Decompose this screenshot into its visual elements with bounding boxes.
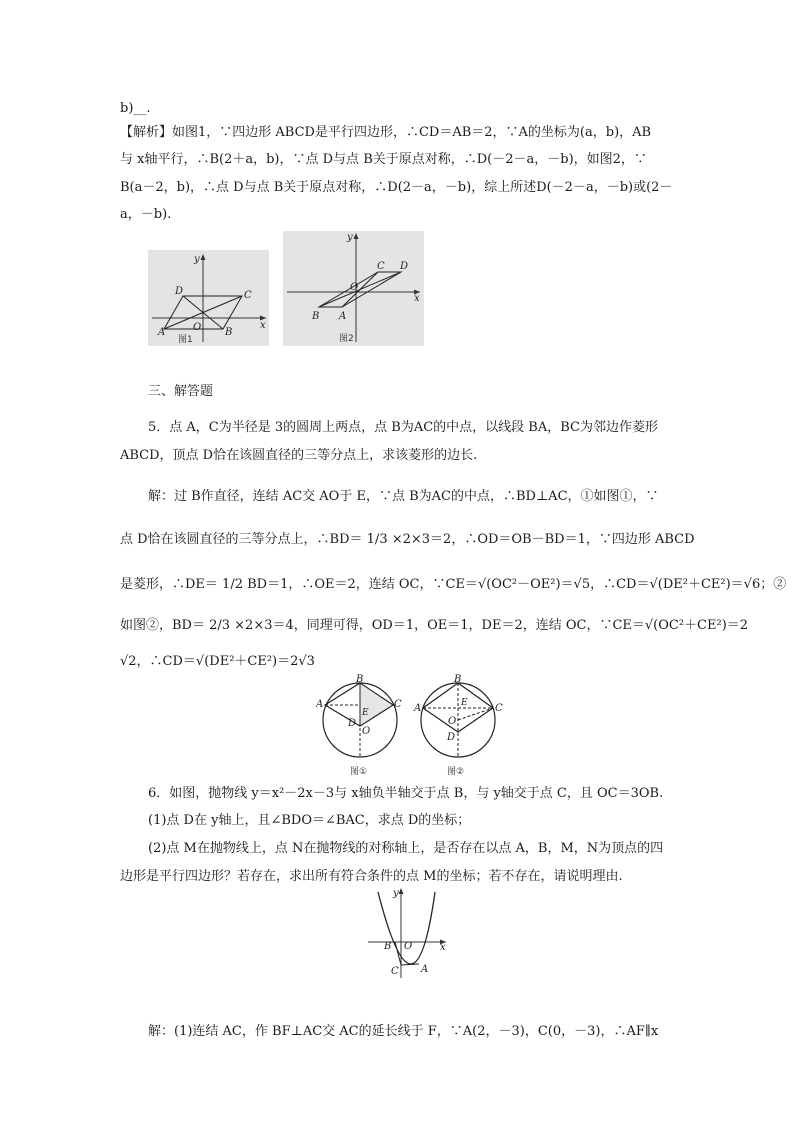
fig2-label-x: x <box>414 293 420 304</box>
text-line-10: 点 D恰在该圆直径的三等分点上，∴BD＝ 1/3 ×2×3＝2，∴OD＝OB－BD＝1，∵四边形 ABCD <box>120 532 695 547</box>
text-line-8: ABCD，顶点 D恰在该圆直径的三等分点上，求该菱形的边长. <box>120 448 478 463</box>
circ1-label-o: O <box>362 726 371 737</box>
text-line-13: √2，∴CD＝√(DE²＋CE²)＝2√3 <box>120 654 315 669</box>
parab-label-x: x <box>440 942 446 953</box>
text-line-15: (1)点 D在 y轴上，且∠BDO＝∠BAC，求点 D的坐标； <box>148 813 471 828</box>
text-line-7: 5．点 A，C为半径是 3的圆周上两点，点 B为AC的中点，以线段 BA，BC为邻边作菱形 <box>148 420 658 435</box>
text-line-14: 6．如图，抛物线 y＝x²－2x－3与 x轴负半轴交于点 B，与 y轴交于点 C，且 OC＝3OB. <box>148 786 664 801</box>
text-line-5: a，－b). <box>120 207 172 222</box>
fig2-caption: 图2 <box>339 334 354 344</box>
parab-label-a: A <box>421 964 429 975</box>
parab-label-b: B <box>384 941 392 952</box>
text-line-4: B(a－2，b)，∴点 D与点 B关于原点对称，∴D(2－a，－b)，综上所述D(－2－a，－b)或(2－ <box>120 180 673 195</box>
fig2-label-c: C <box>377 261 385 272</box>
text-line-17: 边形是平行四边形？若存在，求出所有符合条件的点 M的坐标；若不存在，请说明理由. <box>120 869 623 884</box>
text-line-16: (2)点 M在抛物线上，点 N在抛物线的对称轴上，是否存在以点 A，B，M，N为顶点的四 <box>148 841 664 856</box>
fig1-label-o: O <box>193 322 202 333</box>
circ1-label-e: E <box>362 708 369 718</box>
circ1-label-d: D <box>348 718 357 729</box>
fig1-label-d: D <box>175 286 184 297</box>
text-line-9: 解：过 B作直径，连结 AC交 AO于 E，∵点 B为AC的中点，∴BD⊥AC，①如图①，∵ <box>148 489 659 504</box>
text-line-2: 【解析】如图1，∵四边形 ABCD是平行四边形，∴CD＝AB＝2，∵A的坐标为(a，b)，AB <box>120 125 652 140</box>
circ2-label-e: E <box>461 698 468 708</box>
fig2-label-y: y <box>347 232 353 243</box>
parab-label-y: y <box>393 888 399 899</box>
circle-figure-2 <box>413 674 505 778</box>
circ2-label-b: B <box>454 674 462 685</box>
fig1-label-y: y <box>194 254 200 265</box>
section-title: 三、解答题 <box>148 384 214 399</box>
circ1-label-c: C <box>394 699 402 710</box>
circ1-caption: 图① <box>350 767 368 777</box>
figure-1 <box>148 250 269 346</box>
fig2-label-b: B <box>312 311 320 322</box>
fig1-caption: 图1 <box>178 335 193 345</box>
figure-2 <box>283 231 424 346</box>
fig1-label-b: B <box>225 327 233 338</box>
text-line-1: b)__. <box>120 101 151 116</box>
circ1-label-b: B <box>356 674 364 685</box>
circ2-label-c: C <box>495 703 503 714</box>
text-line-12: 如图②，BD＝ 2/3 ×2×3＝4，同理可得，OD＝1，OE＝1，DE＝2，连结 OC，∵CE＝√(OC²＋CE²)＝2 <box>120 618 749 633</box>
fig1-label-c: C <box>244 290 252 301</box>
fig1-label-a: A <box>158 327 166 338</box>
circ2-label-a: A <box>414 703 422 714</box>
circ2-caption: 图② <box>447 767 465 777</box>
fig2-label-o: O <box>350 282 359 293</box>
parab-label-c: C <box>391 966 399 977</box>
parabola-figure <box>366 886 450 980</box>
circ2-label-d: D <box>447 732 456 743</box>
fig2-label-a: A <box>339 311 347 322</box>
circ1-label-a: A <box>316 699 324 710</box>
circle-figure-1 <box>316 674 406 778</box>
text-line-18: 解：(1)连结 AC，作 BF⊥AC交 AC的延长线于 F，∵A(2，－3)，C(0，－3)，∴AF∥x <box>148 1024 659 1039</box>
text-line-3: 与 x轴平行，∴B(2＋a，b)，∵点 D与点 B关于原点对称，∴D(－2－a，－b)，如图2，∵ <box>120 152 647 167</box>
circ2-label-o: O <box>448 716 457 727</box>
parab-label-o: O <box>404 941 413 952</box>
text-line-11: 是菱形，∴DE＝ 1/2 BD＝1，∴OE＝2，连结 OC，∵CE＝√(OC²－OE²)＝√5，∴CD＝√(DE²＋CE²)＝√6；② <box>120 577 787 592</box>
fig2-label-d: D <box>400 261 409 272</box>
fig1-label-x: x <box>260 320 266 331</box>
